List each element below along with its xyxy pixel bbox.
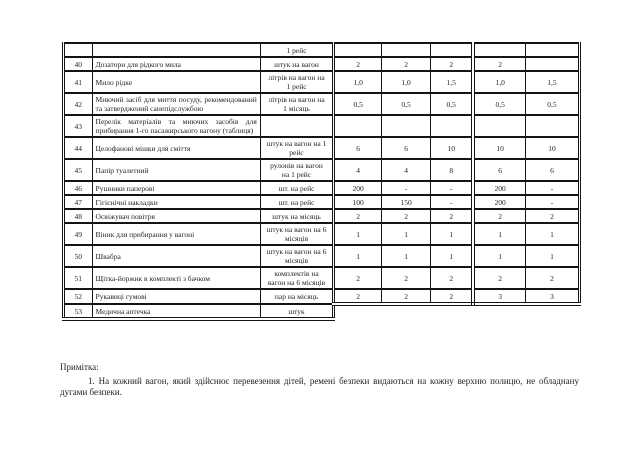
- value-cell: 2: [382, 57, 431, 71]
- value-cell: 10: [431, 137, 474, 159]
- unit-cell: комплектів на вагон на 6 місяців: [260, 267, 333, 289]
- value-cell: 6: [473, 159, 525, 181]
- value-cell: 2: [473, 209, 525, 223]
- value-cell: 2: [382, 289, 431, 304]
- value-cell: 0,5: [473, 93, 525, 115]
- value-cell: -: [431, 181, 474, 195]
- value-cell: 4: [334, 159, 382, 181]
- value-cell: 2: [525, 209, 579, 223]
- row-number-cell: 46: [64, 181, 93, 195]
- unit-cell: штук на вагон на 6 місяців: [260, 245, 333, 267]
- row-number-cell: 50: [64, 245, 93, 267]
- item-name-cell: Віник для прибирання у вагоні: [92, 223, 260, 245]
- supplies-table-body: [64, 43, 580, 319]
- item-name-cell: Мило рідке: [92, 71, 260, 93]
- row-number-cell: 43: [64, 115, 93, 137]
- value-cell: 1: [473, 245, 525, 267]
- value-cell: 1: [334, 245, 382, 267]
- void-cell: [473, 304, 525, 319]
- row-number-cell: [64, 43, 93, 57]
- value-cell: 8: [431, 159, 474, 181]
- unit-cell: літрів на вагон на 1 рейс: [260, 71, 333, 93]
- value-cell: 4: [382, 159, 431, 181]
- value-cell: 3: [473, 289, 525, 304]
- value-cell: 1: [525, 223, 579, 245]
- value-cell: 2: [431, 57, 474, 71]
- value-cell: [431, 115, 474, 137]
- item-name-cell: Рушники паперові: [92, 181, 260, 195]
- value-cell: 150: [382, 195, 431, 209]
- row-number-cell: 52: [64, 289, 93, 304]
- unit-cell: літрів на вагон на 1 місяць: [260, 93, 333, 115]
- item-name-cell: Рукавиці гумові: [92, 289, 260, 304]
- value-cell: [334, 43, 382, 57]
- void-cell: [382, 304, 431, 319]
- value-cell: 2: [334, 57, 382, 71]
- row-number-cell: 51: [64, 267, 93, 289]
- value-cell: 0,5: [525, 93, 579, 115]
- unit-cell: пар на місяць: [260, 289, 333, 304]
- unit-cell: рулонів на вагон на 1 рейс: [260, 159, 333, 181]
- value-cell: [334, 115, 382, 137]
- value-cell: 200: [473, 195, 525, 209]
- unit-cell: шт. на рейс: [260, 195, 333, 209]
- value-cell: 200: [334, 181, 382, 195]
- value-cell: -: [525, 195, 579, 209]
- value-cell: 1,5: [431, 71, 474, 93]
- value-cell: 1: [525, 245, 579, 267]
- value-cell: 1: [382, 223, 431, 245]
- value-cell: 2: [431, 289, 474, 304]
- note-block: [60, 362, 579, 399]
- value-cell: -: [382, 181, 431, 195]
- item-name-cell: Гігієнічні накладки: [92, 195, 260, 209]
- value-cell: 2: [334, 267, 382, 289]
- value-cell: [525, 43, 579, 57]
- value-cell: 1,0: [473, 71, 525, 93]
- value-cell: 2: [431, 209, 474, 223]
- row-number-cell: 44: [64, 137, 93, 159]
- unit-cell: шт. на рейс: [260, 181, 333, 195]
- value-cell: 1,0: [382, 71, 431, 93]
- value-cell: 10: [525, 137, 579, 159]
- item-name-cell: Дозатори для рідкого мила: [92, 57, 260, 71]
- item-name-cell: Медична аптечка: [92, 304, 260, 319]
- row-number-cell: 53: [64, 304, 93, 319]
- value-cell: 200: [473, 181, 525, 195]
- value-cell: 2: [334, 209, 382, 223]
- unit-cell: штук на вагон на 1 рейс: [260, 137, 333, 159]
- value-cell: 1: [334, 223, 382, 245]
- value-cell: 0,5: [431, 93, 474, 115]
- unit-cell: штук: [260, 304, 333, 319]
- row-number-cell: 45: [64, 159, 93, 181]
- row-number-cell: 49: [64, 223, 93, 245]
- void-cell: [334, 304, 382, 319]
- value-cell: [473, 43, 525, 57]
- value-cell: 3: [525, 289, 579, 304]
- value-cell: 2: [473, 57, 525, 71]
- row-number-cell: 42: [64, 93, 93, 115]
- value-cell: 100: [334, 195, 382, 209]
- value-cell: 1: [431, 223, 474, 245]
- value-cell: [431, 43, 474, 57]
- item-name-cell: Освіжувач повітря: [92, 209, 260, 223]
- value-cell: 1: [473, 223, 525, 245]
- item-name-cell: Целофанові мішки для сміття: [92, 137, 260, 159]
- value-cell: -: [431, 195, 474, 209]
- item-name-cell: Перелік матеріалів та миючих засобів для прибирання 1-го пасажирського вагону (таблиця): [92, 115, 260, 137]
- unit-cell: штук на вагон: [260, 57, 333, 71]
- void-cell: [525, 304, 579, 319]
- value-cell: [473, 115, 525, 137]
- item-name-cell: Миючий засіб для миття посуду, рекомендований та затверджений санепідслужбою: [92, 93, 260, 115]
- value-cell: 2: [382, 267, 431, 289]
- value-cell: 1,5: [525, 71, 579, 93]
- note-label: Примітка:: [60, 362, 99, 372]
- value-cell: 0,5: [334, 93, 382, 115]
- unit-cell: 1 рейс: [260, 43, 333, 57]
- note-item: 1. На кожний вагон, який здійснює перевезення дітей, ремені безпеки видаються на кожну верхню полицю, не обладнану дугами безпеки.: [60, 375, 579, 397]
- value-cell: 2: [525, 267, 579, 289]
- value-cell: 0,5: [382, 93, 431, 115]
- value-cell: 10: [473, 137, 525, 159]
- row-number-cell: 41: [64, 71, 93, 93]
- row-number-cell: 47: [64, 195, 93, 209]
- value-cell: 6: [334, 137, 382, 159]
- value-cell: 2: [334, 289, 382, 304]
- value-cell: 1: [382, 245, 431, 267]
- value-cell: -: [525, 181, 579, 195]
- value-cell: 1: [431, 245, 474, 267]
- item-name-cell: Швабра: [92, 245, 260, 267]
- supplies-table: [62, 42, 581, 321]
- value-cell: [525, 115, 579, 137]
- value-cell: 6: [382, 137, 431, 159]
- void-cell: [431, 304, 474, 319]
- row-number-cell: 40: [64, 57, 93, 71]
- value-cell: [382, 115, 431, 137]
- value-cell: 2: [473, 267, 525, 289]
- value-cell: 1,0: [334, 71, 382, 93]
- value-cell: [525, 57, 579, 71]
- value-cell: 2: [431, 267, 474, 289]
- row-number-cell: 48: [64, 209, 93, 223]
- item-name-cell: Папір туалетний: [92, 159, 260, 181]
- unit-cell: штук на вагон на 6 місяців: [260, 223, 333, 245]
- unit-cell: штук на місяць: [260, 209, 333, 223]
- value-cell: [382, 43, 431, 57]
- value-cell: 2: [382, 209, 431, 223]
- item-name-cell: Щітка-йоржик в комплекті з бачком: [92, 267, 260, 289]
- item-name-cell: [92, 43, 260, 57]
- unit-cell: [260, 115, 333, 137]
- value-cell: 6: [525, 159, 579, 181]
